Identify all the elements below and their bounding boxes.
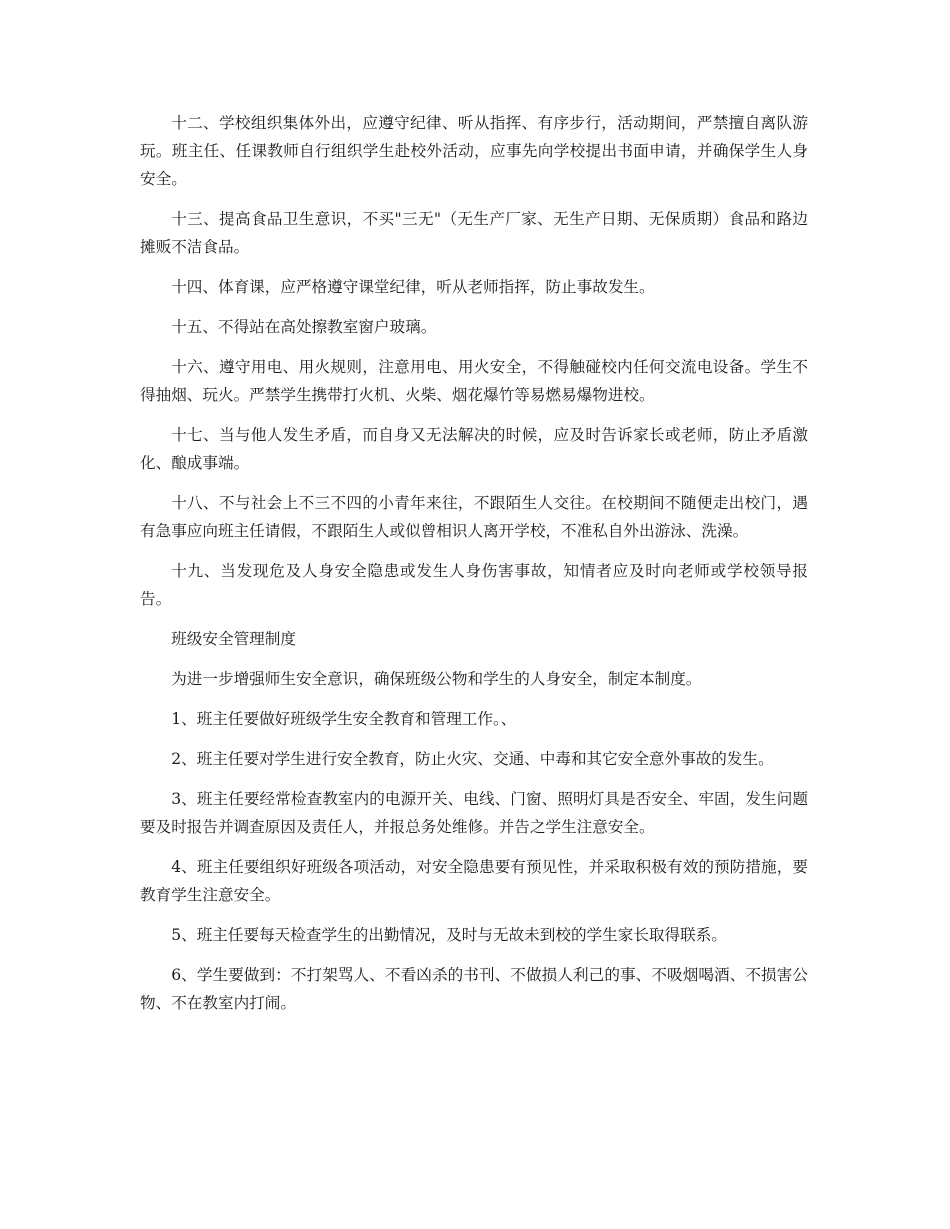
paragraph-rule-18: 十八、不与社会上不三不四的小青年来往，不跟陌生人交往。在校期间不随便走出校门，遇有急事应向班主任请假，不跟陌生人或似曾相识人离开学校，不准私自外出游泳、洗澡。 xyxy=(140,494,808,540)
paragraph-item-2: 2、班主任要对学生进行安全教育，防止火灾、交通、中毒和其它安全意外事故的发生。 xyxy=(171,750,774,768)
paragraph-rule-15: 十五、不得站在高处擦教室窗户玻璃。 xyxy=(171,318,437,336)
paragraph-rule-14: 十四、体育课，应严格遵守课堂纪律，听从老师指挥，防止事故发生。 xyxy=(171,278,655,296)
paragraph-item-1: 1、班主任要做好班级学生安全教育和管理工作。、 xyxy=(171,710,517,728)
paragraph-rule-19: 十九、当发现危及人身安全隐患或发生人身伤害事故，知情者应及时向老师或学校领导报告。 xyxy=(140,562,808,608)
paragraph-item-4: 4、班主任要组织好班级各项活动，对安全隐患要有预见性，并采取积极有效的预防措施，要教育学生注意安全。 xyxy=(140,858,808,904)
document-body xyxy=(140,109,808,1029)
section-intro: 为进一步增强师生安全意识，确保班级公物和学生的人身安全，制定本制度。 xyxy=(171,670,702,688)
paragraph-rule-16: 十六、遵守用电、用火规则，注意用电、用火安全，不得触碰校内任何交流电设备。学生不得抽烟、玩火。严禁学生携带打火机、火柴、烟花爆竹等易燃易爆物进校。 xyxy=(140,358,808,404)
paragraph-rule-12: 十二、学校组织集体外出，应遵守纪律、听从指挥、有序步行，活动期间，严禁擅自离队游玩。班主任、任课教师自行组织学生赴校外活动，应事先向学校提出书面申请，并确保学生人身安全。 xyxy=(140,114,808,188)
paragraph-item-5: 5、班主任要每天检查学生的出勤情况，及时与无故未到校的学生家长取得联系。 xyxy=(171,926,727,944)
paragraph-item-6: 6、学生要做到：不打架骂人、不看凶杀的书刊、不做损人利己的事、不吸烟喝酒、不损害公物、不在教室内打闹。 xyxy=(140,966,808,1012)
section-heading: 班级安全管理制度 xyxy=(171,630,296,648)
paragraph-rule-13: 十三、提高食品卫生意识，不买"三无"（无生产厂家、无生产日期、无保质期）食品和路边摊贩不洁食品。 xyxy=(140,210,808,256)
paragraph-rule-17: 十七、当与他人发生矛盾，而自身又无法解决的时候，应及时告诉家长或老师，防止矛盾激化、酿成事端。 xyxy=(140,426,808,472)
paragraph-item-3: 3、班主任要经常检查教室内的电源开关、电线、门窗、照明灯具是否安全、牢固，发生问题要及时报告并调查原因及责任人，并报总务处维修。并告之学生注意安全。 xyxy=(140,790,808,836)
